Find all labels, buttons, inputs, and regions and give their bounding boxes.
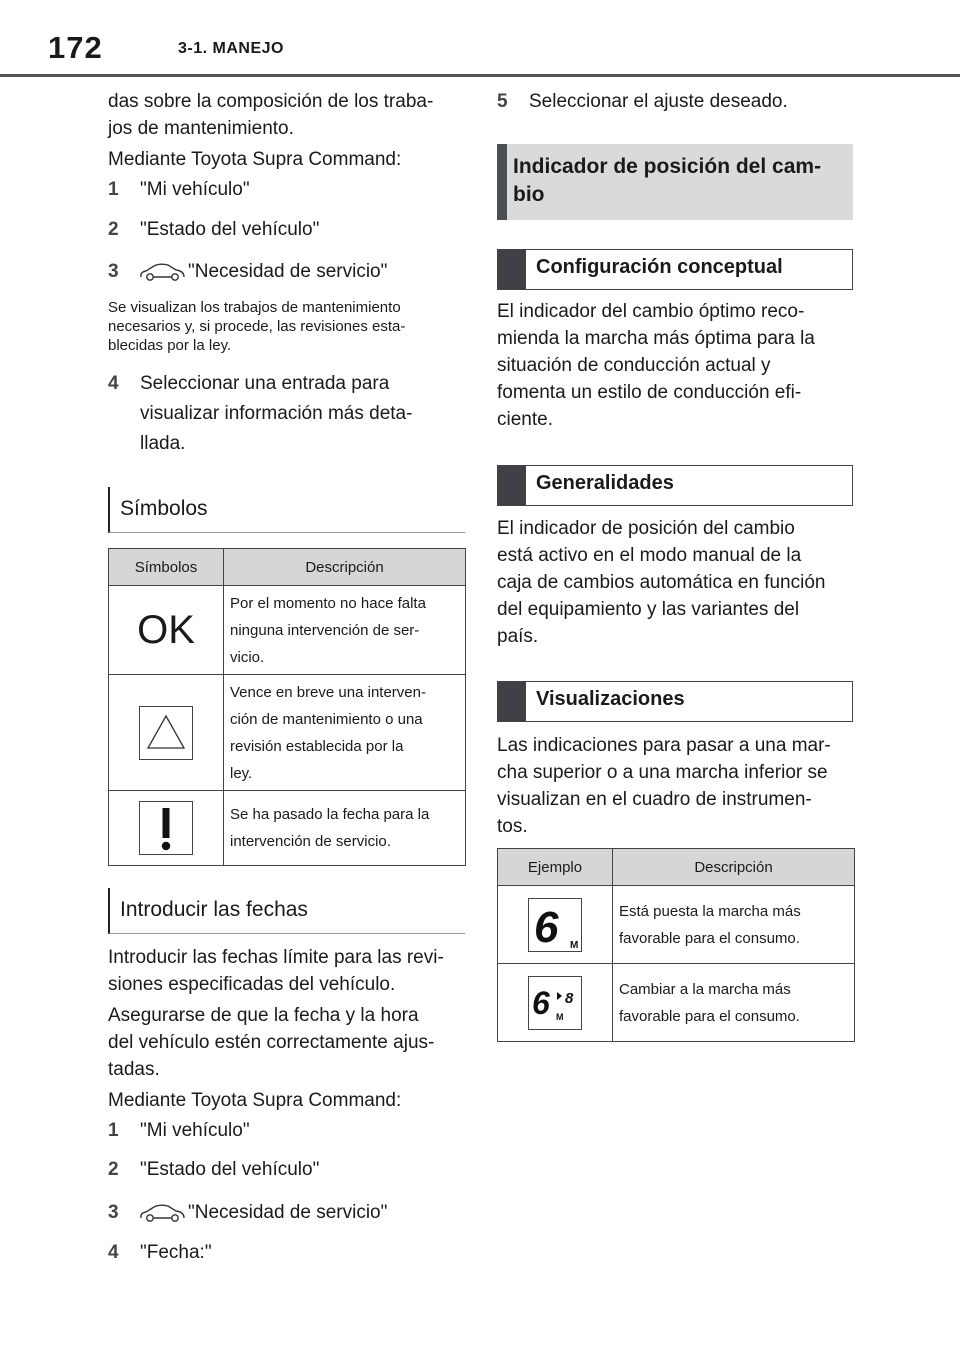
exclamation-icon xyxy=(139,801,193,855)
table-row xyxy=(498,964,855,1042)
note-line-1: Se visualizan los trabajos de mantenimiento xyxy=(108,299,401,316)
concept-line-1: El indicador del cambio óptimo reco- xyxy=(497,301,805,322)
general-heading xyxy=(497,465,853,506)
cell-line: Cambiar a la marcha más xyxy=(619,980,791,998)
table-row xyxy=(109,586,466,675)
header-rule xyxy=(0,74,960,77)
dates-line-2: siones especificadas del vehículo. xyxy=(108,974,396,995)
cell-line: revisión establecida por la xyxy=(230,737,404,755)
cell-line: Se ha pasado la fecha para la xyxy=(230,806,430,823)
step-text: "Estado del vehículo" xyxy=(140,1159,320,1180)
step4-line-1: Seleccionar una entrada para xyxy=(140,373,390,394)
concept-line-2: mienda la marcha más óptima para la xyxy=(497,328,815,349)
heading-label: Visualizaciones xyxy=(536,688,685,710)
cell-line: ción de mantenimiento o una xyxy=(230,710,423,728)
concept-line-4: fomenta un estilo de conducción efi- xyxy=(497,382,802,403)
page-number: 172 xyxy=(48,30,103,65)
general-line-2: está activo en el modo manual de la xyxy=(497,545,802,566)
general-line-1: El indicador de posición del cambio xyxy=(497,518,795,539)
note-line-3: blecidas por la ley. xyxy=(108,337,232,354)
adjust-line-1: Asegurarse de que la fecha y la hora xyxy=(108,1005,419,1026)
command-text-2: Mediante Toyota Supra Command: xyxy=(108,1090,402,1111)
cell-line: favorable para el consumo. xyxy=(619,929,800,947)
step-number: 4 xyxy=(108,373,119,394)
display-line-4: tos. xyxy=(497,816,528,837)
heading-bar xyxy=(498,466,526,505)
shift-arrow-icon xyxy=(557,992,562,1000)
step-number: 4 xyxy=(108,1242,119,1263)
heading-label: Configuración conceptual xyxy=(536,256,783,278)
heading-label: Generalidades xyxy=(536,472,674,494)
display-line-2: cha superior o a una marcha inferior se xyxy=(497,762,828,783)
dates-line-1: Introducir las fechas límite para las revi- xyxy=(108,947,444,968)
table-row xyxy=(109,675,466,791)
concept-heading xyxy=(497,249,853,290)
cell-line: intervención de servicio. xyxy=(230,833,391,850)
heading-bar xyxy=(498,250,526,289)
section-heading xyxy=(497,144,853,220)
note-line-2: necesarios y, si procede, las revisiones esta- xyxy=(108,318,406,335)
step-number: 2 xyxy=(108,1159,119,1180)
gear-mode: M xyxy=(556,1011,564,1022)
table-header-example: Ejemplo xyxy=(498,849,613,886)
heading-bar xyxy=(498,682,526,721)
car-icon xyxy=(138,1202,186,1224)
display-line-3: visualizan en el cuadro de instrumen- xyxy=(497,789,812,810)
cell-line: favorable para el consumo. xyxy=(619,1007,800,1025)
step4-line-3: llada. xyxy=(140,433,186,454)
table-row xyxy=(109,791,466,866)
table-header-description: Descripción xyxy=(613,849,855,886)
gear-target: 8 xyxy=(565,989,574,1007)
gear-mode: M xyxy=(570,939,579,951)
step-text: "Estado del vehículo" xyxy=(140,219,320,240)
step-text: "Necesidad de servicio" xyxy=(188,261,388,282)
step-number: 1 xyxy=(108,1120,119,1141)
step4-line-2: visualizar información más deta- xyxy=(140,403,413,424)
intro-line-2: jos de mantenimiento. xyxy=(108,118,294,139)
intro-line-1: das sobre la composición de los traba- xyxy=(108,91,434,112)
adjust-line-3: tadas. xyxy=(108,1059,160,1080)
cell-line: Está puesta la marcha más xyxy=(619,902,801,920)
cell-line: Vence en breve una interven- xyxy=(230,683,426,701)
table-header-symbols: Símbolos xyxy=(109,549,224,586)
general-line-3: caja de cambios automática en función xyxy=(497,572,826,593)
table-row xyxy=(498,886,855,964)
concept-line-3: situación de conducción actual y xyxy=(497,355,771,376)
symbols-table xyxy=(108,548,466,866)
general-line-5: país. xyxy=(497,626,539,647)
cell-line: ley. xyxy=(230,764,253,782)
dates-heading: Introducir las fechas xyxy=(108,888,465,934)
step-text: "Mi vehículo" xyxy=(140,179,250,200)
command-text: Mediante Toyota Supra Command: xyxy=(108,149,402,170)
gear-number: 6 xyxy=(532,984,550,1021)
step-text: "Mi vehículo" xyxy=(140,1120,250,1141)
step-number: 5 xyxy=(497,91,508,112)
gear-shift-icon xyxy=(528,976,582,1030)
cell-line: ninguna intervención de ser- xyxy=(230,621,420,639)
gear-number: 6 xyxy=(534,902,559,952)
step-text: "Fecha:" xyxy=(140,1242,212,1263)
table-header-description: Descripción xyxy=(224,549,466,586)
symbols-heading: Símbolos xyxy=(108,487,465,533)
general-line-4: del equipamiento y las variantes del xyxy=(497,599,800,620)
step-number: 3 xyxy=(108,1202,119,1223)
cell-line: Por el momento no hace falta xyxy=(230,594,426,612)
example-table xyxy=(497,848,855,1042)
car-icon xyxy=(138,261,186,283)
step-number: 3 xyxy=(108,261,119,282)
cell-line: vicio. xyxy=(230,648,265,666)
heading-line-1: Indicador de posición del cam- xyxy=(513,155,822,178)
step-number: 2 xyxy=(108,219,119,240)
concept-line-5: ciente. xyxy=(497,409,553,430)
step-text: Seleccionar el ajuste deseado. xyxy=(529,91,788,112)
display-heading xyxy=(497,681,853,722)
step-number: 1 xyxy=(108,179,119,200)
triangle-icon xyxy=(139,706,193,760)
section-title: 3-1. MANEJO xyxy=(178,40,284,57)
heading-line-2: bio xyxy=(513,183,545,206)
ok-symbol: OK xyxy=(109,586,224,675)
display-line-1: Las indicaciones para pasar a una mar- xyxy=(497,735,831,756)
adjust-line-2: del vehículo estén correctamente ajus- xyxy=(108,1032,435,1053)
gear-indicator-icon xyxy=(528,898,582,952)
step-text: "Necesidad de servicio" xyxy=(188,1202,388,1223)
